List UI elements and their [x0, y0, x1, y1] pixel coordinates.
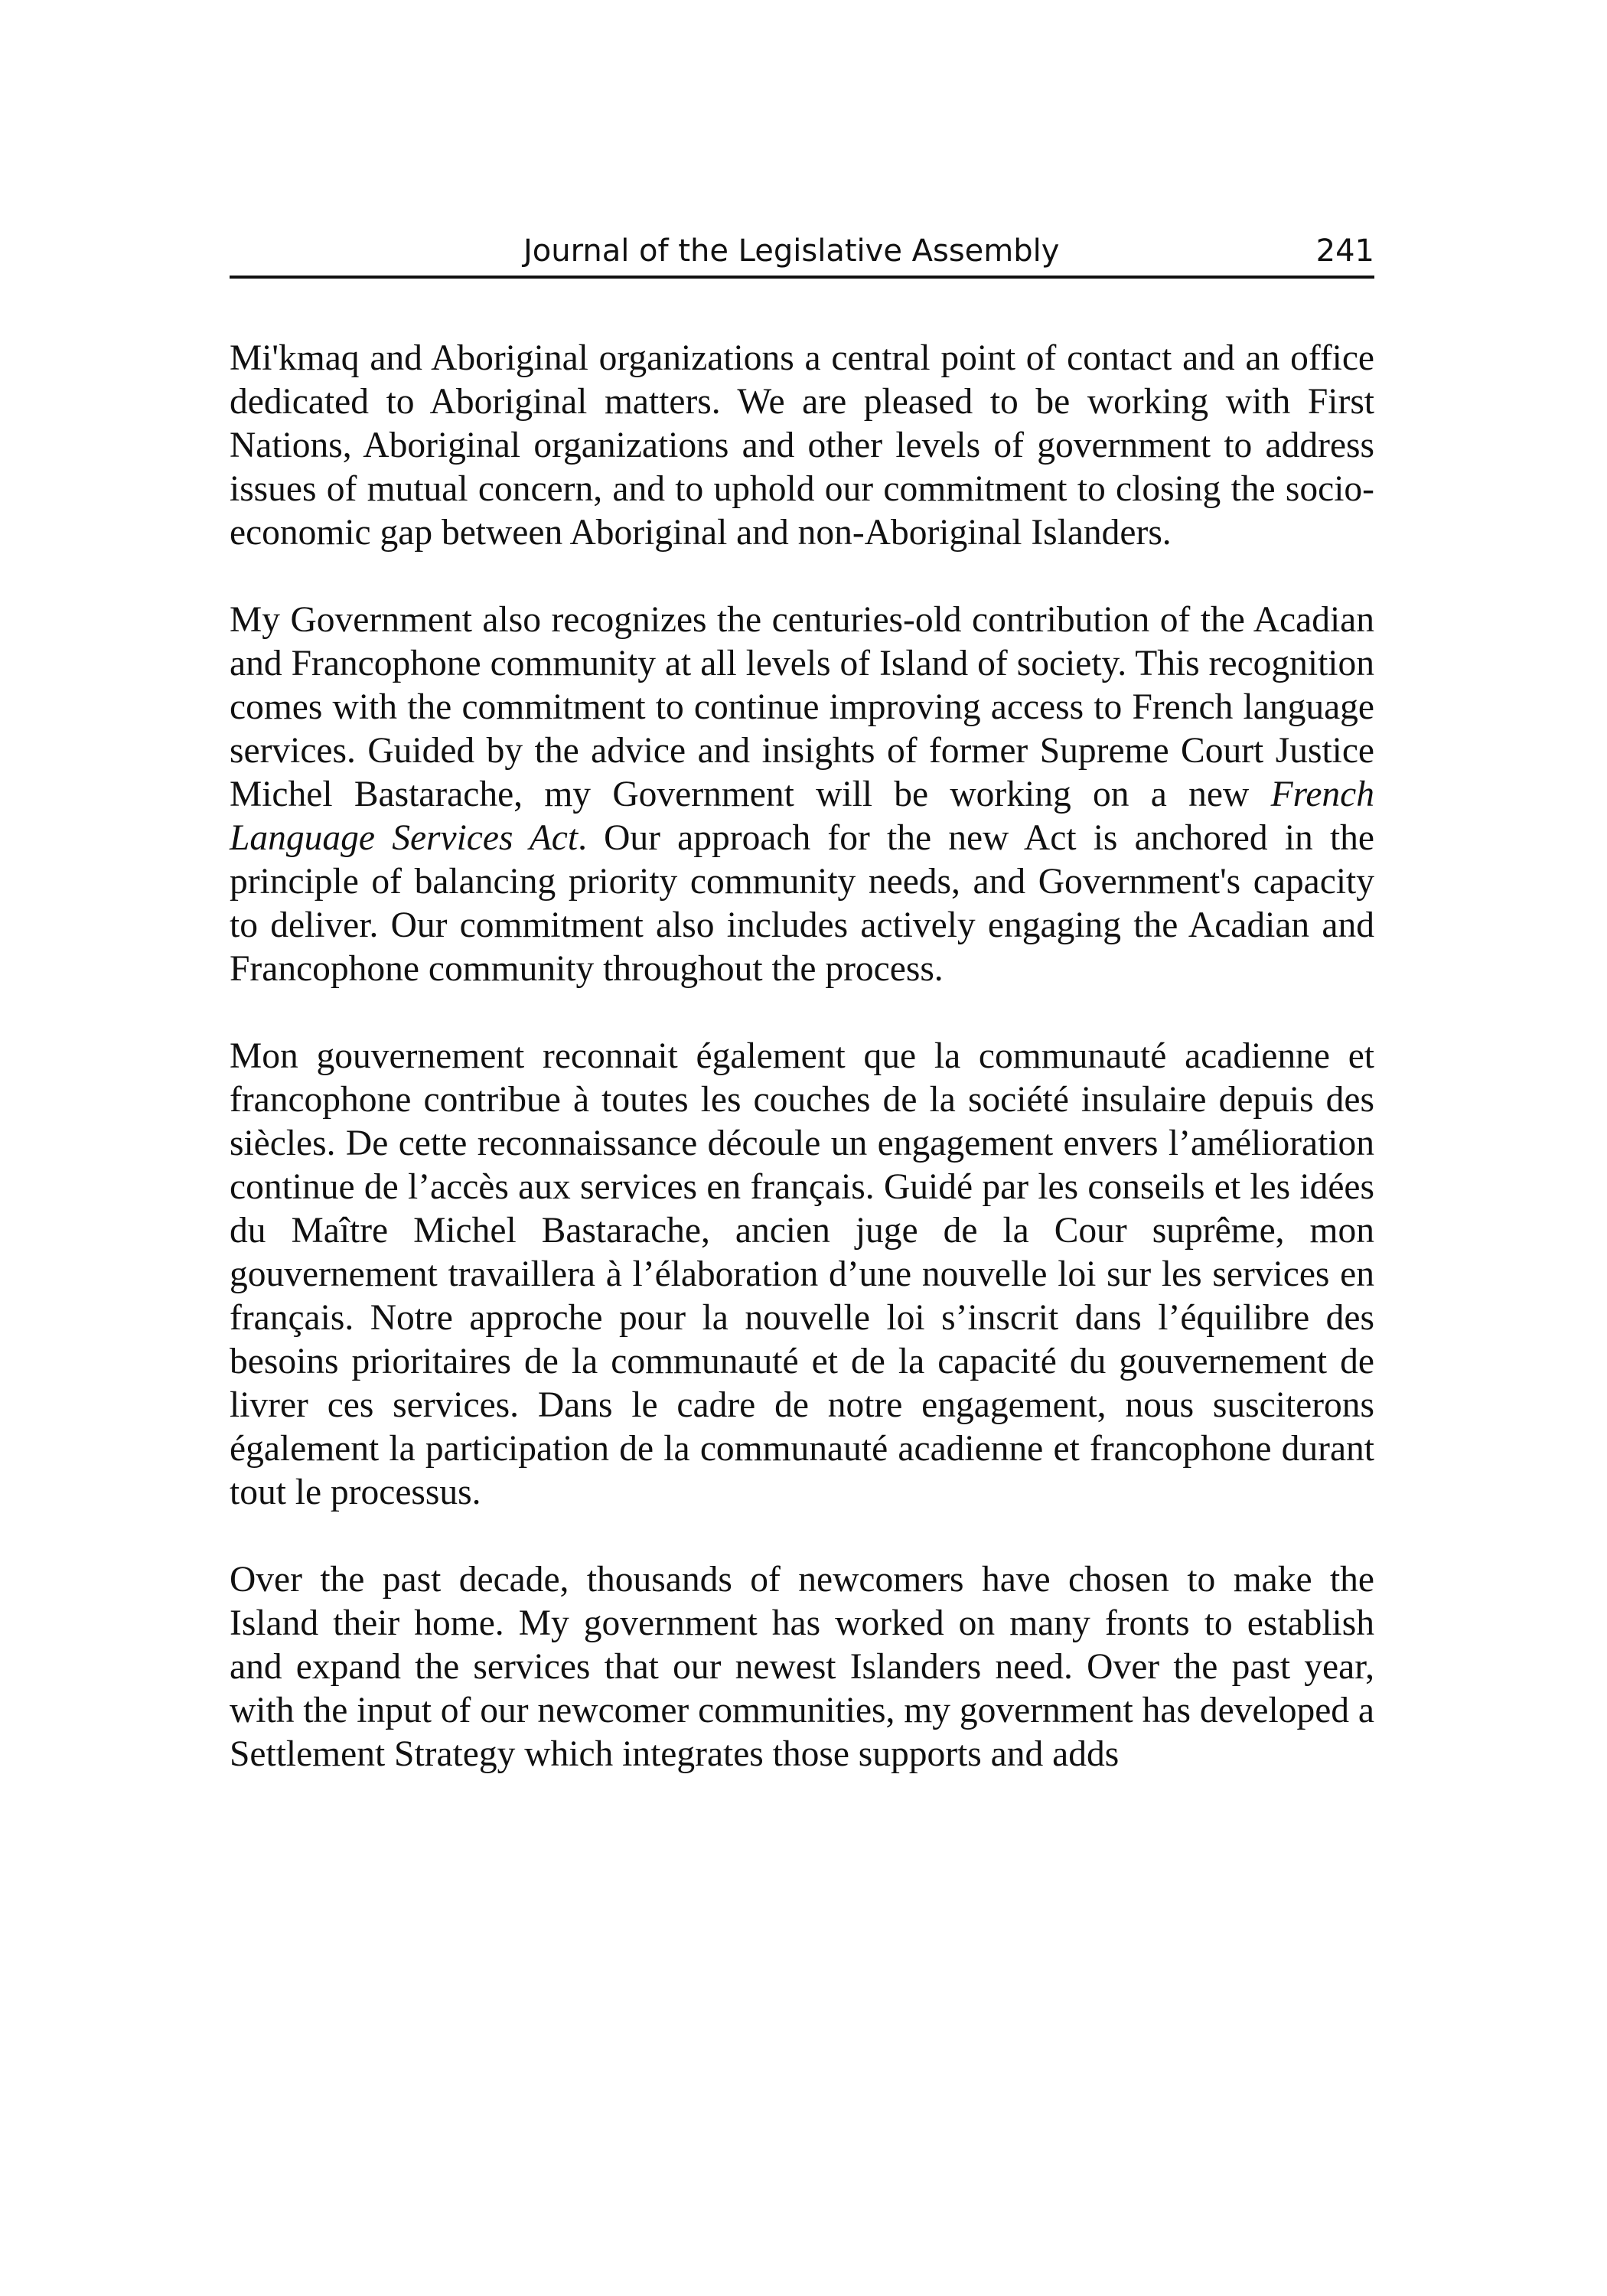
paragraph-newcomers: Over the past decade, thousands of newcomers have chosen to make the Island their home. My government has worked on many fronts to establish and expand the services that our newest Islanders need. Over the past year, with the input of our newcomer communities, my government has developed a Settlement Strategy which integrates those supports and adds — [230, 1560, 1374, 1774]
paragraph-text: My Government also recognizes the centuries-old contribution of the Acadian and Francophone community at all levels of Island of society. This recognition comes with the commitment to continue improving access to French language services. Guided by the advice and insights of former Supreme Court Justice Michel Bastarache, my Government will be working on a new — [230, 600, 1374, 814]
paragraph-aboriginal-matters: Mi'kmaq and Aboriginal organizations a central point of contact and an office dedicated to Aboriginal matters. We are pleased to be working with First Nations, Aboriginal organizations and other levels of government to address issues of mutual concern, and to uphold our commitment to closing the socio-economic gap between Aboriginal and non-Aboriginal Islanders. — [230, 338, 1374, 553]
running-header — [230, 230, 1374, 279]
paragraph-text: . Our approach for the new Act is anchored in the principle of balancing priority community needs, and Government's capacity to deliver. Our commitment also includes actively engaging the Acadian and Francophone community throughout the process. — [230, 818, 1374, 989]
body-text — [230, 337, 1374, 1776]
paragraph-french-services-english — [230, 598, 1374, 991]
page-number: 241 — [1315, 233, 1374, 269]
journal-title: Journal of the Legislative Assembly — [523, 233, 1060, 269]
paragraph-french-services-french: Mon gouvernement reconnait également que la communauté acadienne et francophone contribue à toutes les couches de la société insulaire depuis des siècles. De cette reconnaissance découle un engagement envers l’amélioration continue de l’accès aux services en français. Guidé par les conseils et les idées du Maître Michel Bastarache, ancien juge de la Cour suprême, mon gouvernement travaillera à l’élaboration d’une nouvelle loi sur les services en français. Notre approche pour la nouvelle loi s’inscrit dans l’équilibre des besoins prioritaires de la communauté et de la capacité du gouvernement de livrer ces services. Dans le cadre de notre engagement, nous susciterons également la participation de la communauté acadienne et francophone durant tout le processus. — [230, 1036, 1374, 1512]
act-title: French Language Services Act — [230, 775, 1374, 858]
